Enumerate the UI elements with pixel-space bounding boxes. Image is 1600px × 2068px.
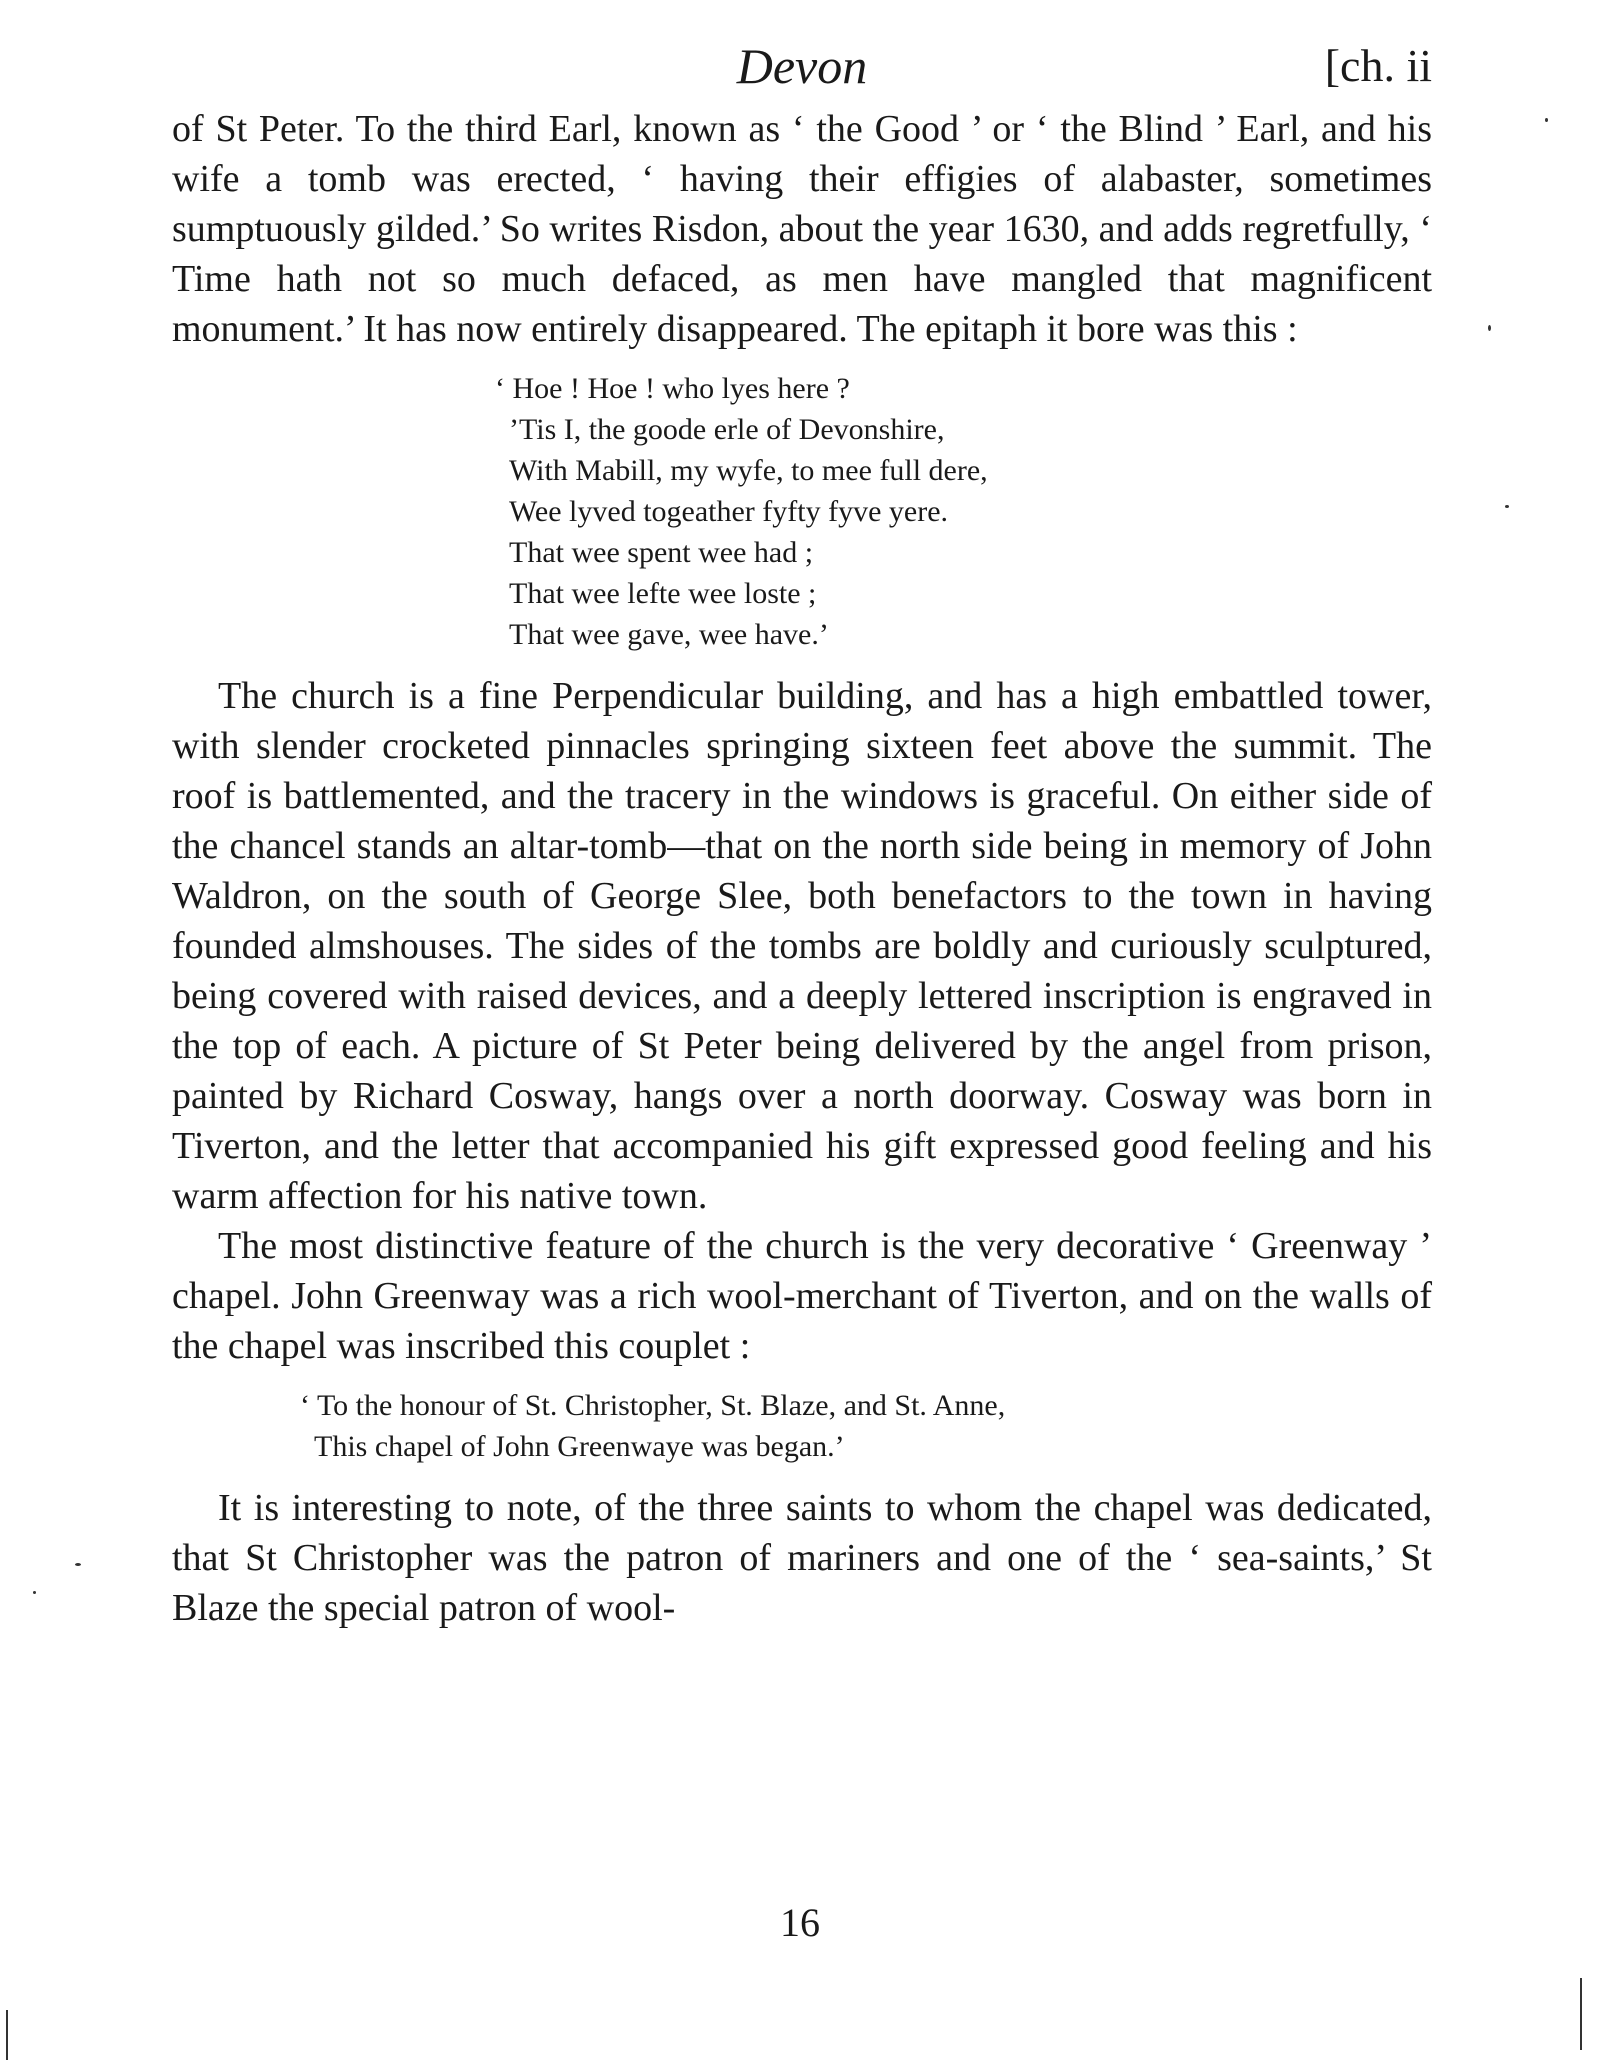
body-text (172, 104, 1432, 1633)
scan-speck (75, 1563, 81, 1566)
epitaph-line: ‘ Hoe ! Hoe ! who lyes here ? (495, 372, 850, 405)
scan-speck (1505, 505, 1509, 508)
chapter-label: [ch. ii (1324, 40, 1432, 91)
paragraph-1: of St Peter. To the third Earl, known as ‘ the Good ’ or ‘ the Blind ’ Earl, and his wife a tomb was erected, ‘ having their effigies of alabaster, sometimes sumptuously gilded.’ So writes Risdon, about the year 1630, and adds regretfully, ‘ Time hath not so much defaced, as men have mangled that magnificent monument.’ It has now entirely disappeared. The epitaph it bore was this : (172, 108, 1432, 350)
running-head (172, 36, 1432, 96)
scan-speck (33, 1591, 36, 1594)
page-title: Devon (736, 38, 868, 94)
epitaph-line: That wee lefte wee loste ; (509, 577, 817, 610)
paragraph-2: The church is a fine Perpendicular building, and has a high embattled tower, with slender crocketed pinnacles springing sixteen feet above the summit. The roof is battlemented, and the tracery in the windows is graceful. On either side of the chancel stands an altar-tomb—that on the north side being in memory of John Waldron, on the south of George Slee, both benefactors to the town in having founded almshouses. The sides of the tombs are boldly and curiously sculptured, being covered with raised devices, and a deeply lettered inscription is engraved in the top of each. A picture of St Peter being delivered by the angel from prison, painted by Richard Cosway, hangs over a north doorway. Cosway was born in Tiverton, and the letter that accompanied his gift expressed good feeling and his warm affection for his native town. (172, 675, 1432, 1217)
scan-edge-mark (6, 2010, 8, 2060)
scan-edge-mark (1580, 1978, 1582, 2050)
couplet-verse (172, 1385, 1432, 1467)
scan-speck (1545, 118, 1548, 122)
couplet-line: ‘ To the honour of St. Christopher, St. Blaze, and St. Anne, (300, 1389, 1006, 1422)
epitaph-line: ’Tis I, the goode erle of Devonshire, (509, 413, 945, 446)
epitaph-verse (172, 368, 1432, 655)
epitaph-line: Wee lyved togeather fyfty fyve yere. (509, 495, 949, 528)
epitaph-line: That wee gave, wee have.’ (509, 618, 829, 651)
epitaph-line: That wee spent wee had ; (509, 536, 814, 569)
paragraph-3: The most distinctive feature of the church is the very decorative ‘ Greenway ’ chapel. John Greenway was a rich wool-merchant of Tiverton, and on the walls of the chapel was inscribed this couplet : (172, 1225, 1432, 1367)
paragraph-4: It is interesting to note, of the three saints to whom the chapel was dedicated, that St Christopher was the patron of mariners and one of the ‘ sea-saints,’ St Blaze the special patron of wool- (172, 1487, 1432, 1629)
epitaph-line: With Mabill, my wyfe, to mee full dere, (509, 454, 988, 487)
scan-speck (1488, 325, 1491, 331)
couplet-line: This chapel of John Greenwaye was began.’ (314, 1430, 845, 1463)
page-number: 16 (780, 1900, 820, 1945)
